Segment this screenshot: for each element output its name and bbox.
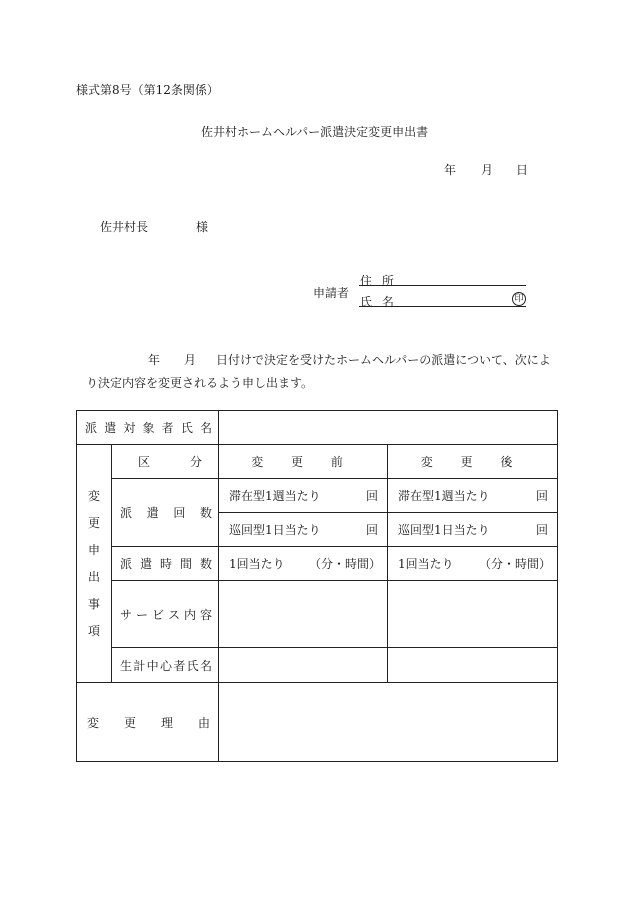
page-title: 佐井村ホームヘルパー派遣決定変更申出書	[201, 125, 429, 139]
body-year-label: 年	[148, 353, 161, 367]
dispatch-hours-label: 派遣時間数	[112, 547, 219, 581]
after-patrol-count-field[interactable]: 巡回型1日当たり 回	[388, 513, 558, 547]
date-month-label: 月	[481, 163, 494, 177]
target-name-label: 派遣対象者氏名	[77, 411, 219, 445]
after-livelihood-field[interactable]	[388, 648, 558, 683]
body-month-label: 月	[184, 353, 197, 367]
section-label: 変 更 申 出 事 項	[77, 445, 112, 683]
before-stay-count-field[interactable]: 滞在型1週当たり 回	[219, 479, 388, 513]
name-field[interactable]	[359, 306, 526, 307]
before-patrol-count-field[interactable]: 巡回型1日当たり 回	[219, 513, 388, 547]
applicant-label: 申請者	[313, 286, 350, 300]
reason-field[interactable]	[219, 683, 558, 762]
form-number: 様式第8号（第12条関係）	[76, 83, 219, 97]
body-sentence: 日付けで決定を受けたホームヘルパーの派遣について、次により決定内容を変更されるよう申し出ます。	[86, 353, 551, 390]
addressee-honorific: 様	[196, 220, 209, 234]
target-name-field[interactable]	[219, 411, 558, 445]
category-header: 区 分	[112, 445, 219, 479]
date-year-label: 年	[444, 163, 457, 177]
before-livelihood-field[interactable]	[219, 648, 388, 683]
before-service-field[interactable]	[219, 581, 388, 648]
seal-mark: 印	[512, 292, 526, 306]
date-day-label: 日	[516, 163, 529, 177]
address-field[interactable]	[359, 285, 526, 286]
reason-label: 変更理由	[77, 683, 219, 762]
address-label: 住 所	[360, 274, 397, 288]
service-content-label: サービス内容	[112, 581, 219, 648]
after-hours-field[interactable]: 1回当たり （分・時間）	[388, 547, 558, 581]
name-label: 氏 名	[360, 295, 397, 309]
livelihood-person-label: 生計中心者氏名	[112, 648, 219, 683]
after-stay-count-field[interactable]: 滞在型1週当たり 回	[388, 479, 558, 513]
change-request-table	[76, 410, 558, 762]
before-hours-field[interactable]: 1回当たり （分・時間）	[219, 547, 388, 581]
addressee-name: 佐井村長	[100, 220, 149, 234]
after-header: 変 更 後	[388, 445, 558, 479]
request-text	[86, 349, 556, 395]
after-service-field[interactable]	[388, 581, 558, 648]
before-header: 変 更 前	[219, 445, 388, 479]
dispatch-count-label: 派遣回数	[112, 479, 219, 547]
